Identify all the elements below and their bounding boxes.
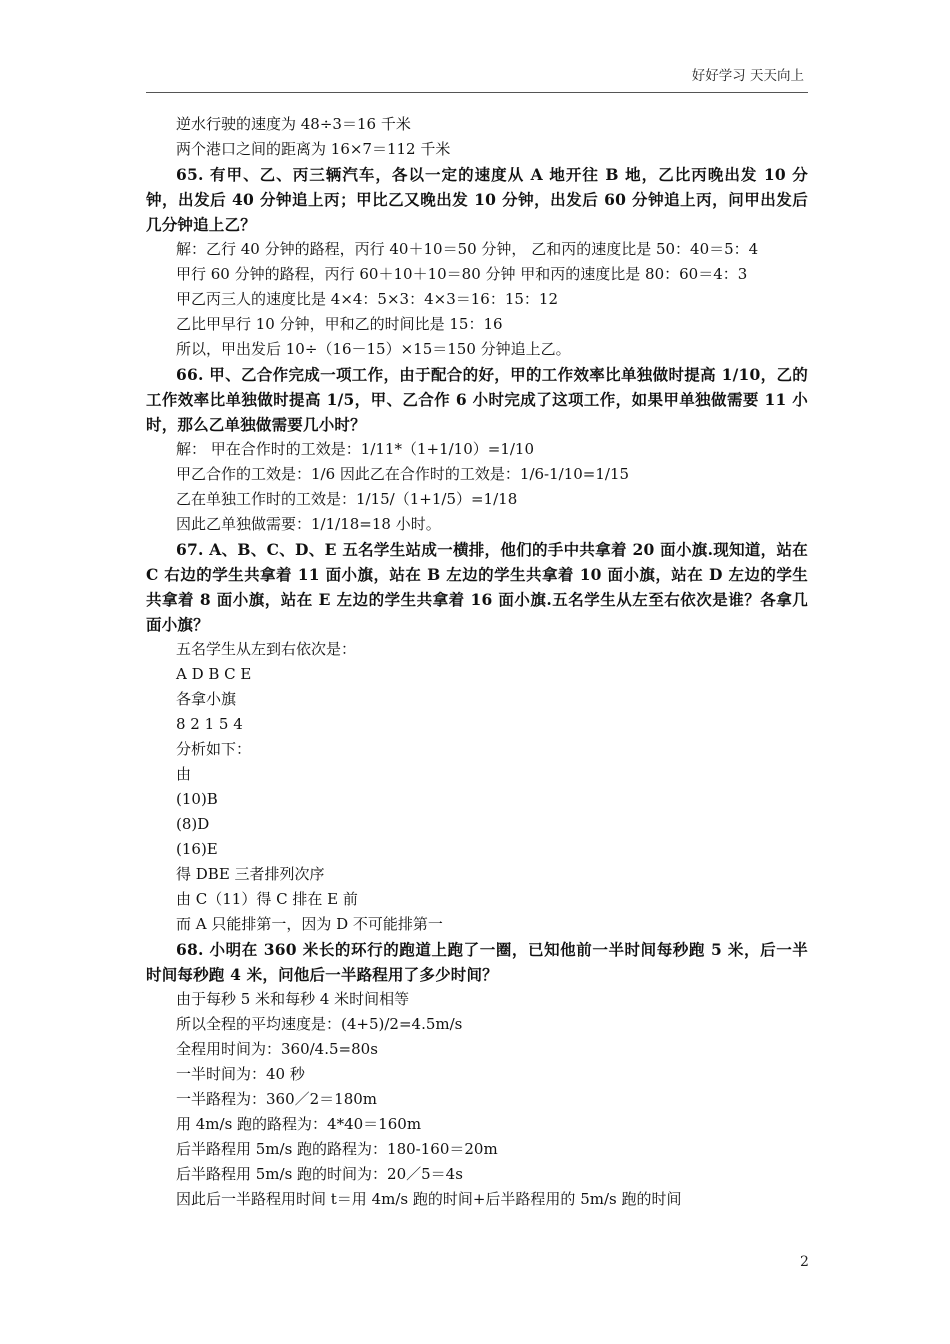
text-line: 由 [176,765,192,783]
question-paragraph: 65. 有甲、乙、丙三辆汽车，各以一定的速度从 A 地开往 B 地，乙比丙晚出发 10 分钟，出发后 40 分钟追上丙；甲比乙又晚出发 10 分钟，出发后 60 分钟追上丙，问甲出发后几分钟追上乙？ [146,165,808,234]
text-line: 由于每秒 5 米和每秒 4 米时间相等 [176,990,410,1008]
question-paragraph: 66. 甲、乙合作完成一项工作，由于配合的好，甲的工作效率比单独做时提高 1/10，乙的工作效率比单独做时提高 1/5，甲、乙合作 6 小时完成了这项工作，如果甲单独做需要 11 小时，那么乙单独做需要几小时？ [146,365,808,434]
text-line: (10)B [176,790,218,808]
text-line: 一半路程为：360／2＝180m [176,1090,378,1108]
text-line: (8)D [176,815,210,833]
text-line: 所以全程的平均速度是：(4+5)/2=4.5m/s [176,1015,463,1033]
text-line: 解：乙行 40 分钟的路程，丙行 40＋10＝50 分钟， 乙和丙的速度比是 50：40＝5：4 [176,240,759,258]
text-line: 甲乙丙三人的速度比是 4×4：5×3：4×3＝16：15：12 [176,290,558,308]
text-line: 后半路程用 5m/s 跑的路程为：180-160＝20m [176,1140,498,1158]
text-line: A D B C E [176,665,252,683]
text-line: 解： 甲在合作时的工效是：1/11*（1+1/10）=1/10 [176,440,535,458]
text-line: 因此乙单独做需要：1/1/18=18 小时。 [176,515,441,533]
text-line: 由 C（11）得 C 排在 E 前 [176,890,358,908]
text-line: 乙在单独工作时的工效是：1/15/（1+1/5）=1/18 [176,490,518,508]
text-line: (16)E [176,840,218,858]
text-line: 五名学生从左到右依次是： [176,640,357,658]
text-line: 得 DBE 三者排列次序 [176,865,325,883]
text-line: 所以，甲出发后 10÷（16－15）×15＝150 分钟追上乙。 [176,340,571,358]
text-line: 后半路程用 5m/s 跑的时间为：20／5＝4s [176,1165,463,1183]
question-paragraph: 68. 小明在 360 米长的环行的跑道上跑了一圈，已知他前一半时间每秒跑 5 米，后一半时间每秒跑 4 米，问他后一半路程用了多少时间？ [146,940,808,984]
text-line: 用 4m/s 跑的路程为：4*40＝160m [176,1115,422,1133]
text-line: 一半时间为：40 秒 [176,1065,305,1083]
text-line: 各拿小旗 [176,690,237,708]
text-line: 全程用时间为：360/4.5=80s [176,1040,378,1058]
page-header: 好好学习 天天向上 [691,68,804,84]
text-line: 两个港口之间的距离为 16×7＝112 千米 [176,140,451,158]
text-line: 分析如下： [176,740,252,758]
document-body [146,112,808,1212]
text-line: 而 A 只能排第一，因为 D 不可能排第一 [176,915,443,933]
question-paragraph: 67. A、B、C、D、E 五名学生站成一横排，他们的手中共拿着 20 面小旗.现知道，站在 C 右边的学生共拿着 11 面小旗，站在 B 左边的学生共拿着 10 面小旗，站在 D 左边的学生共拿着 8 面小旗，站在 E 左边的学生共拿着 16 面小旗.五名学生从左至右依次是谁？各拿几面小旗？ [146,540,808,634]
text-line: 甲乙合作的工效是：1/6 因此乙在合作时的工效是：1/6-1/10=1/15 [176,465,630,483]
header-rule [146,92,808,93]
page-number: 2 [800,1254,809,1270]
text-line: 因此后一半路程用时间 t＝用 4m/s 跑的时间+后半路程用的 5m/s 跑的时间 [176,1190,682,1208]
text-line: 甲行 60 分钟的路程，丙行 60＋10＋10＝80 分钟 甲和丙的速度比是 80：60＝4：3 [176,265,748,283]
text-line: 逆水行驶的速度为 48÷3＝16 千米 [176,115,411,133]
text-line: 8 2 1 5 4 [176,715,243,733]
text-line: 乙比甲早行 10 分钟，甲和乙的时间比是 15：16 [176,315,503,333]
